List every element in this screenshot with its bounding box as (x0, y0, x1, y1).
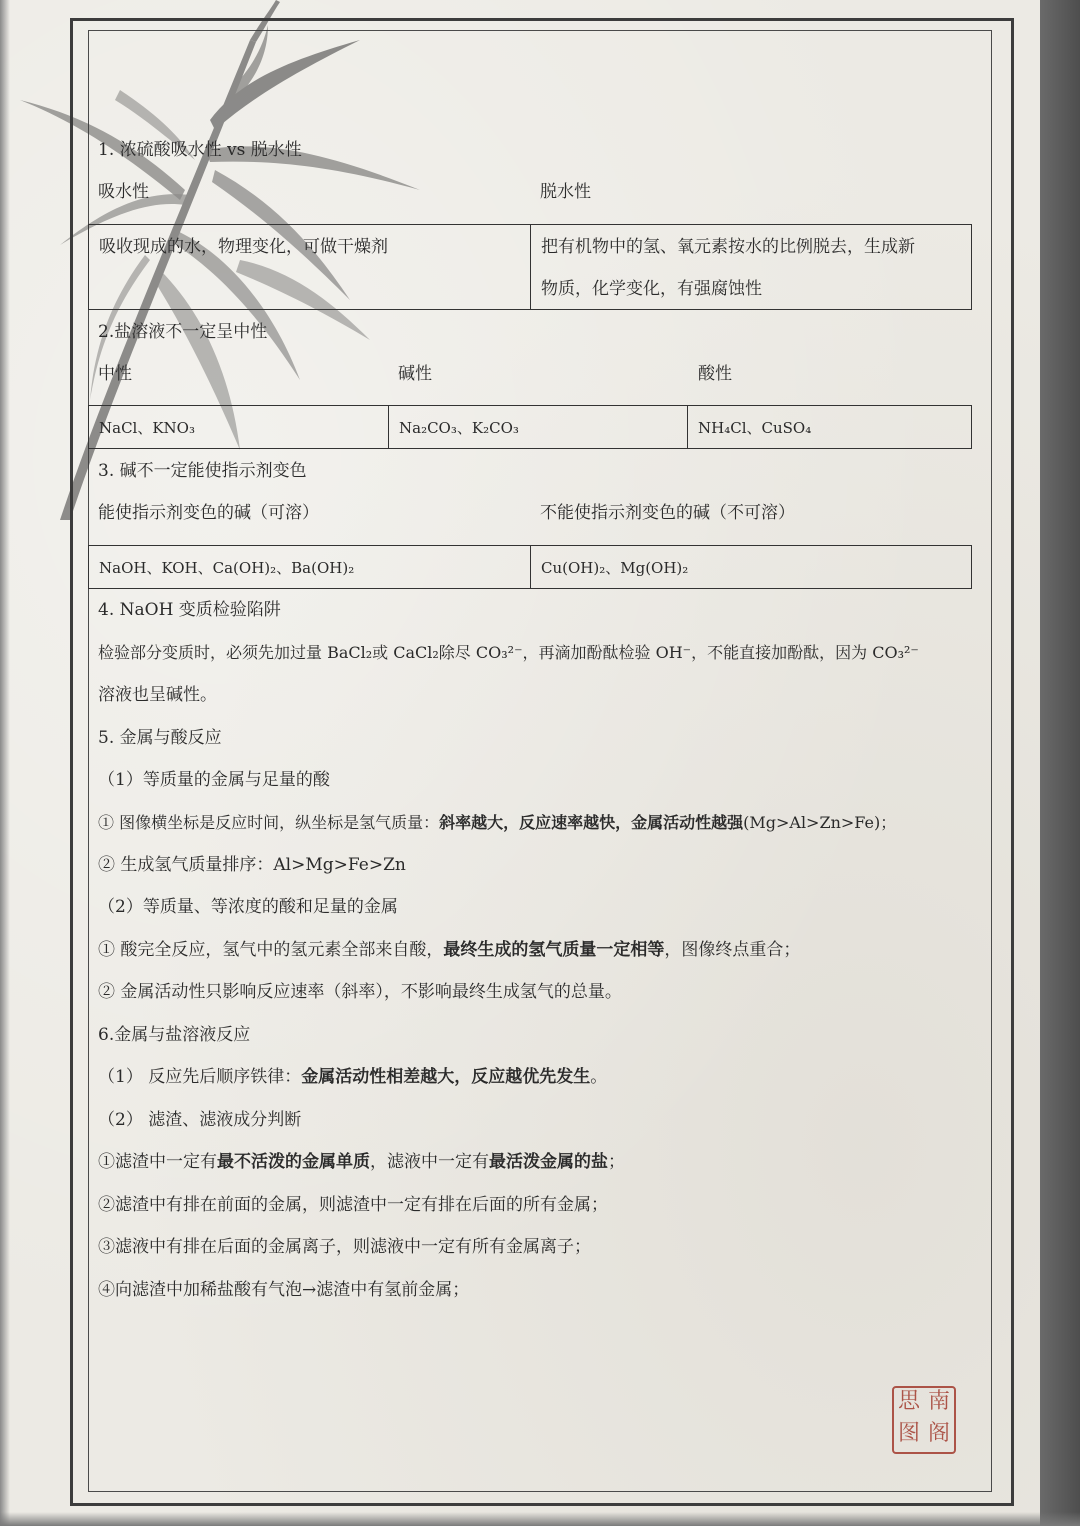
section-3-title: 3. 碱不一定能使指示剂变色 (98, 461, 307, 481)
section-3-col-right-header: 不能使指示剂变色的碱（不可溶） (540, 503, 795, 523)
section-5-sub-2: （2）等质量、等浓度的酸和足量的金属 (98, 897, 398, 917)
section-2-col-2-header: 碱性 (398, 364, 432, 384)
paper-torn-edge (1040, 0, 1080, 1526)
table-cell (89, 406, 389, 448)
section-3-cell-left: NaOH、KOH、Ca(OH)₂、Ba(OH)₂ (99, 559, 355, 577)
paper-bottom-edge (0, 1512, 1080, 1526)
section-5-title: 5. 金属与酸反应 (98, 728, 222, 748)
section-4-title: 4. NaOH 变质检验陷阱 (98, 600, 281, 620)
item-text: 。 (590, 1067, 608, 1087)
table-cell (388, 406, 688, 448)
section-3-table (88, 545, 972, 589)
section-6-item-4: ④向滤渣中加稀盐酸有气泡→滤渣中有氢前金属； (98, 1280, 470, 1300)
section-2-cell-3: NH₄Cl、CuSO₄ (698, 419, 812, 437)
key-point: 金属活动性相差越大，反应越优先发生 (301, 1067, 591, 1087)
section-1-col-right-header: 脱水性 (540, 182, 591, 202)
section-2-table (88, 405, 972, 449)
section-2-cell-2: Na₂CO₃、K₂CO₃ (399, 419, 519, 437)
table-cell (89, 225, 531, 309)
item-text: ① 酸完全反应，氢气中的氢元素全部来自酸， (98, 940, 444, 960)
section-2-col-3-header: 酸性 (698, 364, 732, 384)
item-text: ，滤液中一定有 (370, 1152, 489, 1172)
section-6-item-3: ③滤液中有排在后面的金属离子，则滤液中一定有所有金属离子； (98, 1237, 591, 1257)
item-text: (Mg>Al>Zn>Fe)； (743, 813, 897, 832)
table-cell (530, 225, 971, 309)
section-3-cell-right: Cu(OH)₂、Mg(OH)₂ (541, 559, 689, 577)
section-5-item-3 (98, 938, 800, 962)
section-5-item-1 (98, 811, 896, 835)
section-5-sub-1: （1）等质量的金属与足量的酸 (98, 770, 330, 790)
section-1-table (88, 224, 972, 310)
table-cell (89, 546, 531, 588)
seal-char: 阁 (927, 1421, 950, 1446)
seal-char: 南 (927, 1389, 950, 1414)
section-2-title: 2.盐溶液不一定呈中性 (98, 322, 268, 342)
section-6-title: 6.金属与盐溶液反应 (98, 1025, 251, 1045)
item-text: ； (608, 1152, 625, 1172)
table-cell (687, 406, 971, 448)
section-4-line-1: 检验部分变质时，必须先加过量 BaCl₂或 CaCl₂除尽 CO₃²⁻，再滴加酚酞检验 OH⁻，不能直接加酚酞，因为 CO₃²⁻ (98, 643, 919, 662)
section-1-col-left-header: 吸水性 (98, 182, 149, 202)
seal-char: 思 (897, 1389, 920, 1414)
section-4-line-2: 溶液也呈碱性。 (98, 685, 217, 705)
item-text: ，图像终点重合； (664, 940, 801, 960)
key-point: 最不活泼的金属单质 (217, 1152, 370, 1172)
item-text: ①滤渣中一定有 (98, 1152, 217, 1172)
section-5-item-2: ② 生成氢气质量排序：Al>Mg>Fe>Zn (98, 855, 406, 875)
key-point: 最活泼金属的盐 (489, 1152, 608, 1172)
key-point: 最终生成的氢气质量一定相等 (443, 940, 665, 960)
seal-char: 图 (897, 1421, 920, 1446)
section-2-col-1-header: 中性 (98, 364, 132, 384)
table-cell (530, 546, 971, 588)
seal-stamp (892, 1386, 956, 1454)
section-6-sub-1 (98, 1065, 607, 1089)
section-3-col-left-header: 能使指示剂变色的碱（可溶） (98, 503, 319, 523)
section-6-sub-2: （2） 滤渣、滤液成分判断 (98, 1110, 302, 1130)
section-5-item-4: ② 金属活动性只影响反应速率（斜率），不影响最终生成氢气的总量。 (98, 982, 622, 1002)
section-1-right-text-2: 物质，化学变化，有强腐蚀性 (541, 279, 762, 299)
key-point: 斜率越大，反应速率越快，金属活动性越强 (439, 813, 744, 832)
section-6-item-1 (98, 1150, 625, 1174)
section-1-title: 1. 浓硫酸吸水性 vs 脱水性 (98, 140, 302, 160)
section-6-item-2: ②滤渣中有排在前面的金属，则滤渣中一定有排在后面的所有金属； (98, 1195, 608, 1215)
item-text: （1） 反应先后顺序铁律： (98, 1067, 302, 1087)
item-text: ① 图像横坐标是反应时间，纵坐标是氢气质量： (98, 813, 440, 832)
section-1-right-text-1: 把有机物中的氢、氧元素按水的比例脱去，生成新 (541, 237, 915, 257)
section-1-left-text: 吸收现成的水，物理变化，可做干燥剂 (99, 237, 388, 257)
section-2-cell-1: NaCl、KNO₃ (99, 419, 195, 437)
